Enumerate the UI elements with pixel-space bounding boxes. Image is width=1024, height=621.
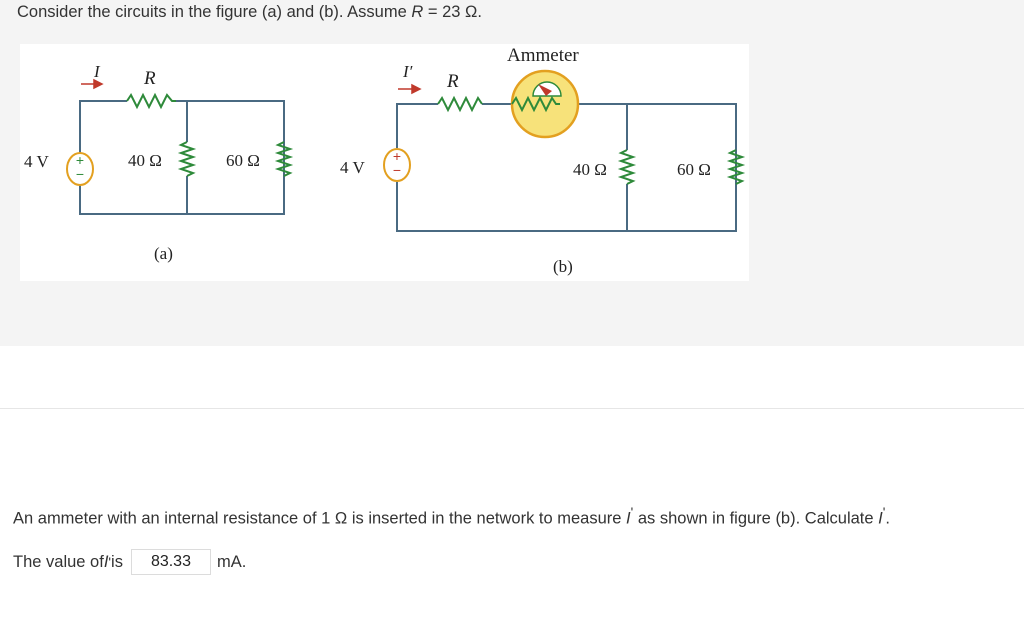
resistor-b-40 (621, 150, 633, 184)
answer-row (13, 548, 246, 576)
section-divider (0, 408, 1024, 409)
question-title (17, 3, 482, 22)
question-title-suffix: = 23 Ω. (423, 3, 482, 21)
r2-label-b: 60 Ω (677, 160, 711, 179)
answer-prefix: The value of (13, 552, 104, 571)
circuit-diagram (20, 44, 749, 281)
source-label-b: 4 V (340, 158, 365, 177)
source-b-plus: + (392, 148, 402, 164)
r2-label-a: 60 Ω (226, 151, 260, 170)
part-prime: ' (630, 505, 634, 520)
r1-label-a: 40 Ω (128, 151, 162, 170)
question-title-prefix: Consider the circuits in the figure (a) and (b). Assume (17, 3, 412, 21)
circuit-figure (20, 44, 749, 281)
answer-is: is (111, 552, 123, 571)
answer-prime: ' (108, 554, 112, 570)
current-label-a: I (94, 62, 100, 81)
source-b-minus: − (392, 162, 402, 178)
current-label-b: I′ (403, 62, 413, 81)
source-label-a: 4 V (24, 152, 49, 171)
answer-unit: mA. (216, 552, 247, 571)
answer-var: I (103, 552, 109, 571)
ammeter-icon (512, 71, 578, 137)
source-a-plus: + (75, 152, 85, 168)
r1-label-b: 40 Ω (573, 160, 607, 179)
part-var-i-2: I (878, 509, 883, 528)
source-a-minus: − (75, 166, 85, 182)
caption-b: (b) (553, 257, 573, 276)
ammeter-label: Ammeter (507, 45, 579, 66)
question-title-var: R (411, 3, 424, 21)
part-question-text (13, 505, 890, 529)
answer-input[interactable]: 83.33 (131, 549, 211, 575)
part-prime-2: ' (882, 505, 886, 520)
part-text-prefix: An ammeter with an internal resistance of 1 Ω is inserted in the network to measure (13, 509, 627, 528)
part-var-i: I (626, 509, 631, 528)
part-text-middle: as shown in figure (b). Calculate (633, 509, 879, 528)
resistor-label-b: R (447, 71, 459, 92)
part-text-suffix: . (885, 509, 890, 528)
resistor-label-a: R (144, 68, 156, 89)
resistor-a-60 (278, 142, 290, 176)
resistor-b-r (438, 98, 482, 110)
resistor-a-r (127, 95, 176, 107)
resistor-a-40 (181, 142, 193, 176)
caption-a: (a) (154, 244, 173, 263)
resistor-b-60 (730, 150, 742, 184)
